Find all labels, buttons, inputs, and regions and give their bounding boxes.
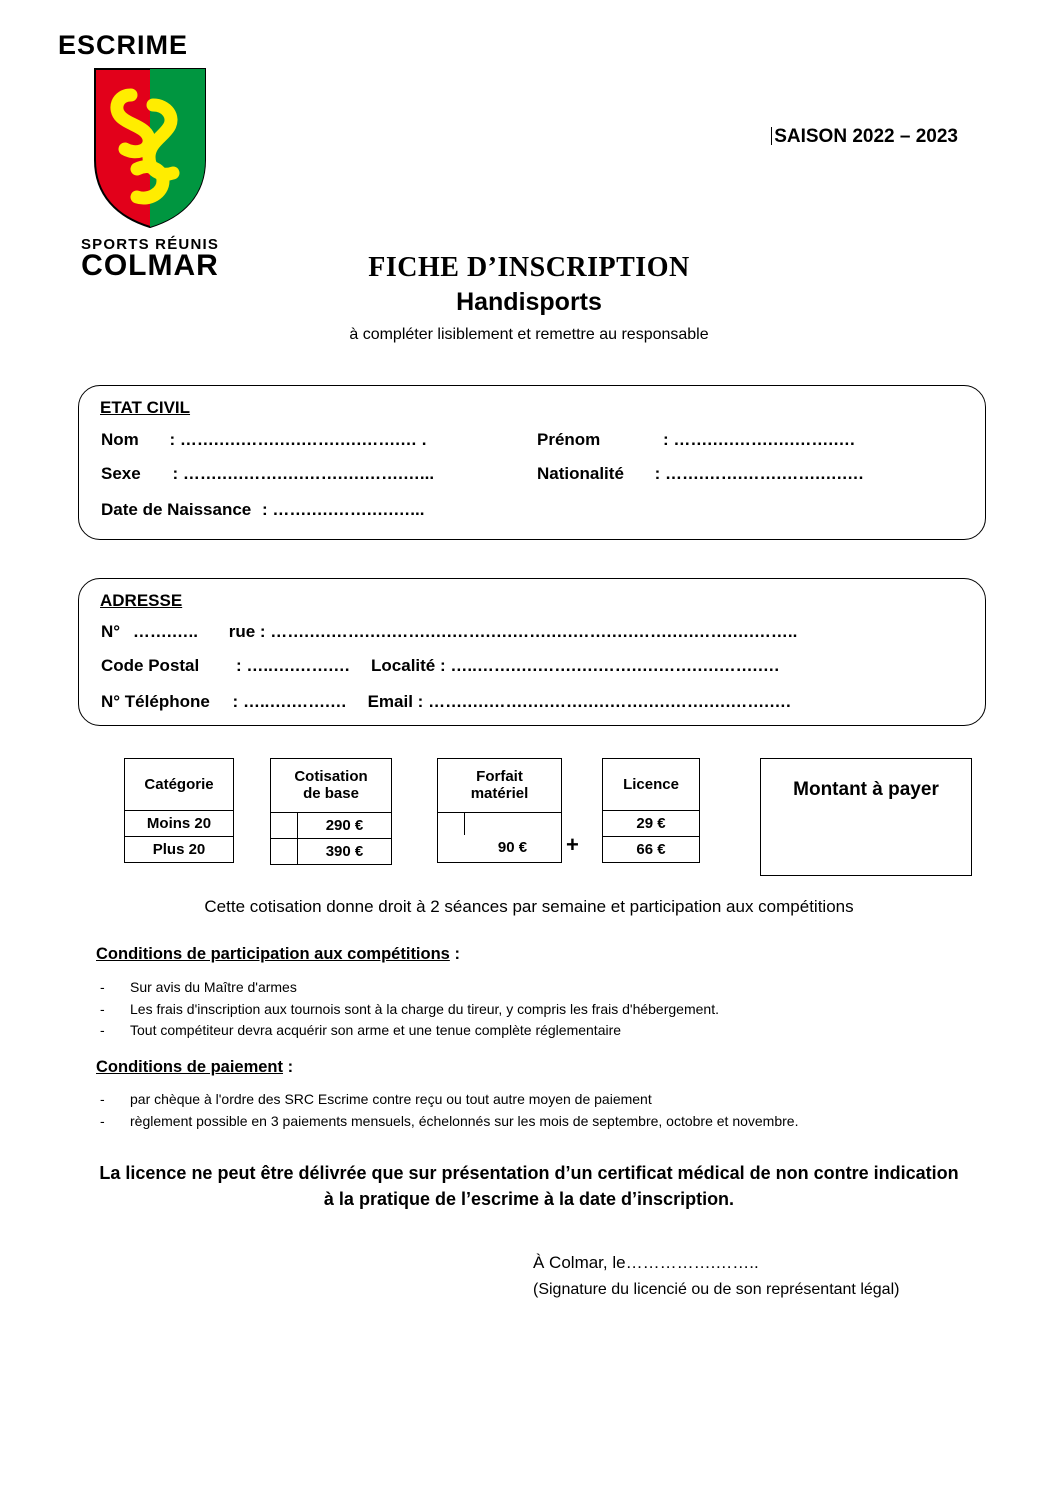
table-forfait-check-1[interactable] — [438, 813, 465, 835]
signature-note: (Signature du licencié ou de son représentant légal) — [533, 1281, 900, 1298]
field-telephone-sep: : — [232, 692, 243, 711]
field-date-naissance-label: Date de Naissance — [101, 500, 252, 519]
club-logo — [50, 30, 250, 281]
table-forfait-row-1 — [438, 813, 561, 835]
field-numero-dots: …….….. — [132, 622, 198, 641]
logo-colmar-text: COLMAR — [81, 249, 219, 282]
field-email-dots: …….….…….….…….….…….….…….….…….…. — [428, 692, 791, 711]
table-cotisation-check-1[interactable] — [271, 813, 298, 838]
table-licence-header: Licence — [603, 759, 699, 811]
table-cotisation-header — [271, 759, 391, 813]
field-localite-dots: …..…….….…….….…….….…….….…….…. — [450, 656, 780, 675]
table-cotisation-header-line1: Cotisation — [294, 768, 368, 785]
list-item: - Tout compétiteur devra acquérir son arme et une tenue complète réglementaire — [96, 1020, 926, 1042]
plus-sign: + — [566, 832, 579, 857]
signature-place-date[interactable]: À Colmar, le…………….…….. — [533, 1253, 759, 1272]
page-subtitle: Handisports — [456, 288, 602, 316]
field-localite-label: Localité : — [371, 656, 446, 675]
table-cotisation-row-2 — [271, 838, 391, 864]
conditions-paiement-title — [96, 1058, 293, 1077]
table-forfait-header — [438, 759, 561, 813]
table-montant-a-payer — [760, 758, 972, 876]
field-date-naissance-sep: : — [261, 500, 273, 519]
montant-a-payer-value[interactable] — [761, 810, 971, 868]
field-rue-dots: …….….…….….…….….…….….…….….…….….…….….…….….…….. — [270, 622, 798, 641]
cotisation-note: Cette cotisation donne droit à 2 séances par semaine et participation aux compétitions — [204, 897, 854, 916]
field-sexe-sep: : — [172, 464, 183, 483]
field-nom-label: Nom — [101, 430, 139, 449]
field-date-naissance-dots: …….….…….….…... — [272, 500, 425, 519]
table-forfait-value-2: 90 € — [497, 838, 528, 856]
logo-escrime-text: ESCRIME — [58, 30, 189, 60]
field-nationalite[interactable] — [537, 464, 863, 484]
logo-shield — [91, 65, 209, 230]
field-telephone-dots: …..….…….… — [242, 692, 347, 711]
field-code-postal-localite[interactable] — [101, 656, 779, 676]
conditions-participation-title — [96, 945, 460, 964]
logo-sports-reunis-text: SPORTS RÉUNIS — [80, 236, 220, 253]
field-email-label: Email : — [367, 692, 424, 711]
table-forfait-value-1 — [465, 813, 561, 835]
field-nationalite-sep: : — [654, 464, 666, 483]
page-title: FICHE D’INSCRIPTION — [368, 252, 690, 283]
table-forfait-row-2 — [438, 835, 561, 862]
medical-certificate-warning: La licence ne peut être délivrée que sur présentation d’un certificat médical de non contre indication à la pratique de l’escrime à la date d’inscription. — [99, 1163, 959, 1210]
table-forfait — [437, 758, 562, 863]
table-categorie-row-plus20: Plus 20 — [125, 836, 233, 862]
field-prenom-dots: …….….…….….…….…. — [673, 430, 855, 449]
conditions-participation-title-text: Conditions de participation aux compétitions — [96, 945, 450, 963]
list-item: - règlement possible en 3 paiements mensuels, échelonnés sur les mois de septembre, octobre et novembre. — [96, 1111, 926, 1133]
conditions-paiement-list — [96, 1089, 926, 1132]
table-licence-value-1: 29 € — [636, 815, 666, 833]
field-prenom[interactable] — [537, 430, 855, 450]
field-sexe-dots: …….….…….….…….….…….…... — [182, 464, 435, 483]
table-cotisation — [270, 758, 392, 865]
table-categorie-row-moins20: Moins 20 — [146, 815, 212, 833]
field-nationalite-label: Nationalité — [537, 464, 624, 483]
conditions-paiement-title-text: Conditions de paiement — [96, 1058, 284, 1076]
conditions-participation-list — [96, 977, 926, 1042]
season-text: SAISON 2022 – 2023 — [774, 126, 958, 147]
table-cotisation-value-1: 290 € — [325, 816, 364, 834]
field-code-postal-sep: : — [235, 656, 247, 675]
field-telephone-email[interactable] — [101, 692, 791, 712]
season-cursor-bar — [771, 127, 772, 145]
list-item: - Les frais d'inscription aux tournois sont à la charge du tireur, y compris les frais d'hébergement. — [96, 999, 926, 1021]
table-cotisation-header-line2: de base — [303, 785, 359, 803]
conditions-paiement-colon: : — [283, 1058, 294, 1076]
field-nom[interactable] — [101, 430, 426, 450]
table-forfait-header-line1: Forfait — [476, 768, 523, 785]
field-code-postal-dots: …..….…….… — [246, 656, 351, 675]
field-rue-label: rue : — [228, 622, 266, 641]
adresse-heading: ADRESSE — [100, 591, 183, 610]
table-cotisation-value-2: 390 € — [325, 842, 364, 860]
table-forfait-check-2[interactable] — [438, 835, 464, 862]
table-licence-value-2: 66 € — [603, 836, 699, 862]
field-nom-sep: : — [169, 430, 180, 449]
conditions-participation-colon: : — [449, 945, 460, 963]
field-prenom-sep: : — [663, 430, 674, 449]
field-numero-rue[interactable] — [101, 622, 797, 642]
table-forfait-header-line2: matériel — [470, 785, 529, 803]
table-categorie-header: Catégorie — [125, 759, 233, 811]
field-sexe[interactable] — [101, 464, 434, 484]
field-telephone-label: N° Téléphone — [101, 692, 210, 711]
table-cotisation-row-1 — [271, 813, 391, 838]
table-licence — [602, 758, 700, 863]
season-label — [771, 126, 958, 148]
field-sexe-label: Sexe — [101, 464, 141, 483]
field-prenom-label: Prénom — [537, 430, 601, 449]
etat-civil-heading: ETAT CIVIL — [100, 398, 191, 417]
shield-icon — [91, 65, 209, 230]
list-item: - par chèque à l'ordre des SRC Escrime contre reçu ou tout autre moyen de paiement — [96, 1089, 926, 1111]
table-cotisation-check-2[interactable] — [271, 839, 298, 864]
table-categorie — [124, 758, 234, 863]
montant-a-payer-label: Montant à payer — [793, 779, 939, 800]
field-code-postal-label: Code Postal — [101, 656, 200, 675]
list-item: - Sur avis du Maître d'armes — [96, 977, 926, 999]
page-instruction: à compléter lisiblement et remettre au responsable — [349, 326, 709, 343]
field-numero-label: N° — [101, 622, 121, 641]
field-date-naissance[interactable] — [101, 500, 424, 520]
field-nationalite-dots: …….…….…….…….….…. — [665, 464, 864, 483]
field-nom-dots: …….….…….….…….….…….… . — [179, 430, 427, 449]
